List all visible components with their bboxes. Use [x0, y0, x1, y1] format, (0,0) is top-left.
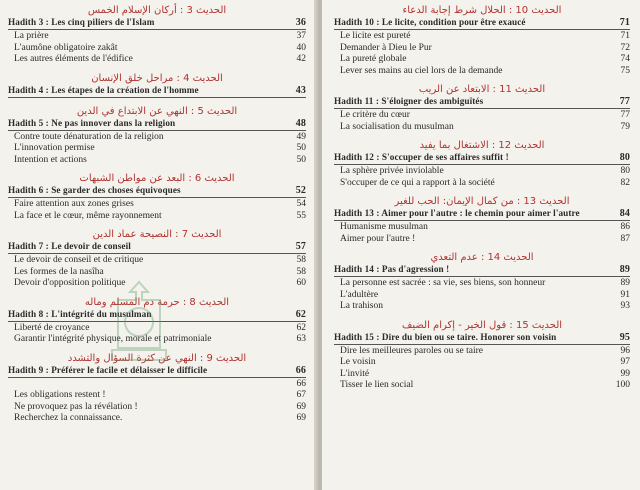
- toc-entry[interactable]: [334, 290, 630, 302]
- entry-page-number: 63: [296, 334, 306, 344]
- toc-entry[interactable]: [8, 211, 306, 223]
- hadith-heading[interactable]: [334, 17, 630, 28]
- toc-entry[interactable]: [8, 143, 306, 155]
- hadith-title: Hadith 11 : S'éloigner des ambiguïtés: [334, 96, 484, 106]
- arabic-hadith-title: الحديث 10 : الحلال شرط إجابة الدعاء: [402, 5, 562, 16]
- hadith-heading[interactable]: [8, 241, 306, 252]
- arabic-hadith-title: الحديث 6 : البعد عن مواطن الشبهات: [79, 173, 235, 184]
- entry-title: La face et le cœur, même rayonnement: [14, 210, 162, 221]
- heading-rule: [334, 276, 630, 277]
- toc-entry[interactable]: [8, 54, 306, 66]
- hadith-heading[interactable]: [8, 118, 306, 129]
- entry-title: Demander à Dieu le Pur: [340, 42, 432, 53]
- heading-rule: [334, 164, 630, 165]
- hadith-page-number: 66: [295, 364, 306, 376]
- toc-section: [8, 4, 306, 72]
- entry-title: Recherchez la connaissance.: [14, 413, 123, 423]
- hadith-title: Hadith 8 : L'intégrité du musulman: [8, 308, 152, 319]
- toc-entry[interactable]: [334, 66, 630, 78]
- entry-title: La prière: [14, 31, 49, 41]
- entry-title: La socialisation du musulman: [340, 121, 454, 132]
- entry-page-number: 49: [296, 131, 306, 142]
- toc-section: [334, 139, 630, 195]
- entry-page-number: 60: [296, 278, 306, 288]
- hadith-page-number: 80: [619, 152, 630, 163]
- toc-entry[interactable]: [334, 234, 630, 246]
- hadith-title: Hadith 6 : Se garder des choses équivoques: [8, 185, 181, 195]
- toc-section: [334, 4, 630, 83]
- entry-title: Faire attention aux zones grises: [14, 199, 134, 209]
- toc-entry[interactable]: [334, 222, 630, 234]
- entry-page-number: 80: [620, 166, 630, 176]
- entry-page-number: 99: [620, 368, 630, 379]
- entry-title: Lever ses mains au ciel lors de la demande: [340, 65, 503, 76]
- hadith-page-number: 48: [295, 117, 306, 129]
- hadith-page-number: 71: [619, 17, 630, 28]
- arabic-hadith-title: الحديث 11 : الابتعاد عن الريب: [418, 84, 546, 95]
- hadith-heading[interactable]: [334, 264, 630, 275]
- entry-title: La trahison: [340, 301, 384, 311]
- entry-title: Le critère du cœur: [340, 110, 410, 120]
- right-page: [322, 0, 640, 490]
- hadith-page-number: 84: [619, 208, 630, 219]
- entry-page-number: 91: [620, 289, 630, 300]
- entry-page-number: 93: [620, 301, 630, 311]
- arabic-hadith-title: الحديث 13 : من كمال الإيمان: الحب للغير: [394, 196, 570, 207]
- entry-title: Liberté de croyance: [14, 322, 90, 333]
- entry-page-number: 55: [296, 210, 306, 221]
- entry-title: Intention et actions: [14, 154, 87, 165]
- heading-rule: [334, 220, 630, 221]
- entry-title: Le voisin: [340, 357, 376, 367]
- toc-entry[interactable]: [334, 43, 630, 55]
- heading-rule: [8, 377, 306, 378]
- entry-page-number: 58: [296, 266, 306, 277]
- entry-page-number: 100: [615, 380, 630, 390]
- hadith-page-number: 77: [619, 96, 630, 107]
- heading-rule: [334, 344, 630, 345]
- hadith-heading[interactable]: [8, 185, 306, 196]
- toc-entry[interactable]: [8, 402, 306, 414]
- section-gap: [8, 425, 306, 431]
- arabic-hadith-title: الحديث 4 : مراحل خلق الإنسان: [91, 72, 223, 84]
- hadith-heading[interactable]: [8, 365, 306, 376]
- toc-entry[interactable]: [334, 110, 630, 122]
- arabic-hadith-title: الحديث 14 : عدم التعدي: [430, 252, 534, 263]
- entry-title: Les obligations restent !: [14, 390, 106, 400]
- toc-entry[interactable]: [334, 346, 630, 358]
- section-gap: [334, 392, 630, 398]
- entry-page-number: 86: [620, 222, 630, 232]
- entry-title: Aimer pour l'autre !: [340, 233, 416, 244]
- hadith-title: Hadith 14 : Pas d'agression !: [334, 264, 450, 274]
- entry-title: La sphère privée inviolable: [340, 166, 444, 176]
- toc-entry[interactable]: [334, 301, 630, 313]
- toc-entry[interactable]: [334, 54, 630, 66]
- entry-page-number: 62: [296, 322, 306, 333]
- entry-page-number: 82: [620, 177, 630, 188]
- entry-title: Dire les meilleures paroles ou se taire: [340, 345, 483, 356]
- entry-title: Ne provoquez pas la révélation !: [14, 401, 138, 412]
- entry-title: Contre toute dénaturation de la religion: [14, 131, 164, 142]
- toc-entry[interactable]: [8, 43, 306, 55]
- entry-title: Tisser le lien social: [340, 380, 414, 390]
- hadith-heading[interactable]: [8, 17, 306, 28]
- heading-rule: [8, 197, 306, 198]
- toc-entry[interactable]: [8, 31, 306, 43]
- entry-page-number: 87: [620, 233, 630, 244]
- toc-section: [334, 83, 630, 139]
- toc-entry[interactable]: [8, 413, 306, 425]
- toc-entry[interactable]: [8, 132, 306, 144]
- hadith-page-number: 52: [295, 185, 306, 196]
- entry-page-number: 69: [296, 413, 306, 423]
- hadith-title: Hadith 3 : Les cinq piliers de l'Islam: [8, 17, 155, 27]
- entry-title: La pureté globale: [340, 54, 407, 64]
- toc-entry[interactable]: [8, 255, 306, 267]
- heading-rule: [8, 130, 306, 131]
- toc-section: [8, 172, 306, 228]
- heading-rule: [334, 108, 630, 109]
- arabic-hadith-title: الحديث 7 : النصيحة عماد الدين: [92, 229, 222, 240]
- hadith-title: Hadith 15 : Dire du bien ou se taire. Honorer son voisin: [334, 331, 557, 342]
- entry-title: L'aumône obligatoire zakât: [14, 42, 118, 53]
- hadith-page-number: 95: [619, 331, 630, 343]
- heading-rule: [8, 29, 306, 30]
- hadith-heading[interactable]: [334, 332, 630, 343]
- entry-title: L'invité: [340, 368, 370, 379]
- arabic-hadith-title: الحديث 15 : قول الخير - إكرام الضيف: [401, 319, 563, 331]
- toc-section: [334, 319, 630, 398]
- heading-rule: [8, 97, 306, 98]
- entry-title: L'adultère: [340, 289, 379, 300]
- hadith-title: Hadith 12 : S'occuper de ses affaires suffit !: [334, 152, 509, 162]
- toc-entry[interactable]: [334, 357, 630, 369]
- entry-page-number: 58: [296, 255, 306, 265]
- entry-page-number: 79: [620, 121, 630, 132]
- entry-page-number: 69: [296, 401, 306, 412]
- entry-page-number: 96: [620, 345, 630, 356]
- arabic-hadith-title: الحديث 9 : النهي عن كثرة السؤال والتشدد: [67, 352, 247, 364]
- entry-page-number: 67: [296, 390, 306, 400]
- toc-section: [334, 195, 630, 251]
- entry-page-number: 72: [620, 42, 630, 53]
- heading-rule: [334, 29, 630, 30]
- entry-title: S'occuper de ce qui a rapport à la société: [340, 177, 495, 188]
- entry-page-number: 50: [296, 154, 306, 165]
- toc-entry[interactable]: [8, 390, 306, 402]
- entry-title: Garantir l'intégrité physique, morale et patrimoniale: [14, 334, 212, 344]
- left-page: [0, 0, 318, 490]
- entry-page-number: 37: [296, 31, 306, 41]
- arabic-hadith-title: الحديث 8 : حرمة دم المسلم وماله: [84, 296, 230, 308]
- toc-entry[interactable]: [334, 166, 630, 178]
- heading-rule: [8, 253, 306, 254]
- arabic-hadith-title: الحديث 12 : الاشتغال بما يفيد: [419, 140, 545, 151]
- hadith-title: Hadith 10 : Le licite, condition pour être exaucé: [334, 17, 526, 27]
- hadith-title: Hadith 4 : Les étapes de la création de l'homme: [8, 84, 199, 95]
- hadith-title: Hadith 13 : Aimer pour l'autre : le chemin pour aimer l'autre: [334, 208, 580, 218]
- entry-title: La personne est sacrée : sa vie, ses biens, son honneur: [340, 278, 546, 288]
- toc-entry[interactable]: [8, 155, 306, 167]
- hadith-title: Hadith 5 : Ne pas innover dans la religion: [8, 117, 176, 128]
- hadith-title: Hadith 7 : Le devoir de conseil: [8, 241, 131, 251]
- hadith-page-number: 89: [619, 264, 630, 275]
- hadith-heading[interactable]: [334, 96, 630, 107]
- toc-entry[interactable]: [334, 122, 630, 134]
- watermark-stamp: [104, 278, 174, 366]
- toc-entry[interactable]: [334, 380, 630, 392]
- entry-page-number: 77: [620, 110, 630, 120]
- toc-section: [334, 251, 630, 319]
- entry-page-number: 75: [620, 65, 630, 76]
- entry-title: L'innovation permise: [14, 143, 95, 153]
- entry-page-number: 50: [296, 143, 306, 153]
- entry-title: Le licite est pureté: [340, 31, 411, 41]
- entry-page-number: 40: [296, 42, 306, 53]
- entry-page-number: 42: [296, 54, 306, 64]
- entry-page-number: 54: [296, 199, 306, 209]
- toc-section: [8, 72, 306, 105]
- entry-page-number: 71: [620, 31, 630, 41]
- entry-title: Les autres éléments de l'édifice: [14, 54, 133, 64]
- entry-page-number: 97: [620, 357, 630, 367]
- hadith-page-number: 36: [295, 17, 306, 28]
- toc-entry[interactable]: [334, 369, 630, 381]
- hadith-title: Hadith 9 : Préférer le facile et délaisser le difficile: [8, 364, 208, 375]
- entry-page-number: 74: [620, 54, 630, 64]
- toc-entry[interactable]: [334, 278, 630, 290]
- entry-title: Devoir d'opposition politique: [14, 278, 126, 288]
- hadith-page-number: 43: [295, 84, 306, 96]
- hadith-page-number: 57: [295, 241, 306, 252]
- toc-entry[interactable]: [334, 31, 630, 43]
- hadith-heading[interactable]: [334, 152, 630, 163]
- arabic-hadith-title: الحديث 3 : أركان الإسلام الخمس: [87, 5, 227, 16]
- hadith-page-number: 62: [295, 308, 306, 320]
- entry-title: Humanisme musulman: [340, 222, 428, 232]
- toc-section: [8, 105, 306, 173]
- hadith-heading[interactable]: [334, 208, 630, 219]
- entry-title: Le devoir de conseil et de critique: [14, 255, 144, 265]
- arabic-hadith-title: الحديث 5 : النهي عن الابتداع في الدين: [76, 105, 238, 117]
- entry-title: Les formes de la nasîha: [14, 266, 104, 277]
- hadith-heading[interactable]: [8, 85, 306, 96]
- toc-entry[interactable]: [8, 199, 306, 211]
- toc-entry[interactable]: [8, 267, 306, 279]
- toc-entry[interactable]: [334, 178, 630, 190]
- entry-page-number: 89: [620, 278, 630, 288]
- toc-entry[interactable]: [8, 379, 306, 391]
- entry-page-number: 66: [296, 378, 306, 389]
